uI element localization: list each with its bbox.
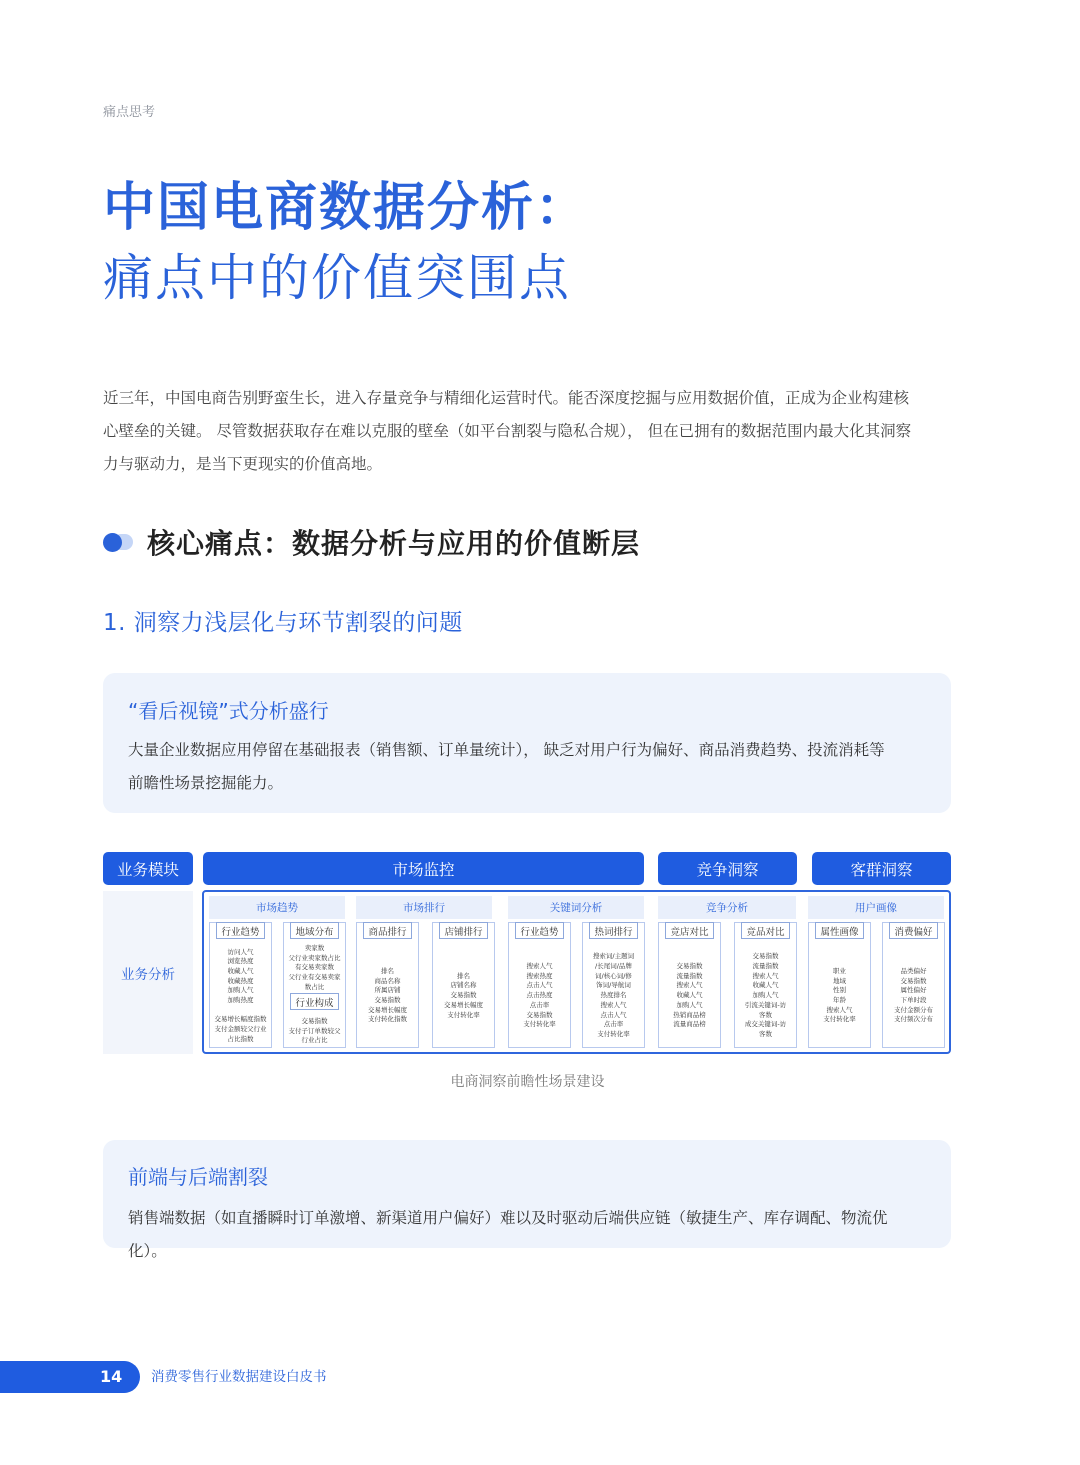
cell-tab: 竞店对比 xyxy=(665,922,714,939)
cell-item: 引流关键词-访 xyxy=(744,1000,787,1009)
cell-item: 地域 xyxy=(833,976,846,985)
cell-item: 支付金额分布 xyxy=(894,1005,933,1014)
cell-item: 支付子订单数较父 xyxy=(288,1026,341,1035)
cell-item: 交易指数 xyxy=(374,996,401,1004)
cell-item: 加购人气 xyxy=(676,1000,703,1009)
cell-item: 点击率 xyxy=(603,1020,624,1029)
cell-items xyxy=(883,967,944,1025)
cell-tab: 消费偏好 xyxy=(889,922,938,939)
cell-item: 占比指数 xyxy=(227,1034,254,1043)
title-line-2: 痛点中的价值突围点 xyxy=(103,249,571,307)
cell-item: 卖家数 xyxy=(304,944,325,952)
group-header: 关键词分析 xyxy=(508,896,644,919)
cell-tab: 地域分布 xyxy=(290,922,339,939)
analysis-cell xyxy=(582,922,645,1048)
cell-item: 词/核心词/修 xyxy=(595,971,632,980)
cell-item: 排名 xyxy=(457,971,470,980)
cell-item: 热销商品榜 xyxy=(673,1010,706,1019)
callout-title: “看后视镜”式分析盛行 xyxy=(128,699,329,723)
cell-tab: 行业趋势 xyxy=(216,922,265,939)
cell-item xyxy=(210,1006,271,1016)
diagram-caption: 电商洞察前瞻性场景建设 xyxy=(450,1074,605,1090)
cell-items xyxy=(210,948,271,1045)
cell-item: 属性偏好 xyxy=(900,986,927,995)
analysis-cell xyxy=(882,922,945,1048)
cell-item: 点击率 xyxy=(529,1000,550,1009)
callout-body xyxy=(128,734,926,800)
cell-item: 有交易卖家数 xyxy=(295,963,334,972)
cell-item: 排名 xyxy=(381,966,394,975)
cell-item: 热度排名 xyxy=(600,991,627,1000)
cell-item: 支付转化率 xyxy=(447,1010,480,1019)
group-header: 用户画像 xyxy=(808,896,944,919)
section-heading xyxy=(103,522,640,562)
callout-card xyxy=(103,673,951,813)
callout-line: 大量企业数据应用停留在基础报表（销售额、订单量统计）， 缺乏对用户行为偏好、商品消费趋势、投流消耗等 xyxy=(128,741,885,759)
cell-items xyxy=(433,972,494,1021)
cell-items xyxy=(284,1017,345,1046)
cell-item: 饰词/导航词 xyxy=(596,981,631,990)
cell-items xyxy=(809,967,870,1025)
cell-item: 流量指数 xyxy=(752,962,779,971)
cell-tab: 商品排行 xyxy=(363,922,412,939)
cell-items xyxy=(659,962,720,1030)
cell-item: 交易指数 xyxy=(900,976,927,985)
group-header: 市场趋势 xyxy=(209,896,345,919)
group-header: 竞争分析 xyxy=(658,896,796,919)
cell-item: 点击人气 xyxy=(600,1010,627,1019)
cell-item: 性别 xyxy=(833,986,846,995)
cell-item: 搜索词/主题词 xyxy=(592,952,635,961)
page-title xyxy=(103,176,589,312)
cell-item: 搜索热度 xyxy=(526,971,553,980)
cell-item: 支付频次分布 xyxy=(894,1015,933,1024)
cell-item: 父行业有交易卖家 xyxy=(288,973,341,982)
cell-item: 支付金额较父行业 xyxy=(214,1025,267,1034)
cell-item: 流量指数 xyxy=(676,971,703,980)
cell-item: 支付转化指数 xyxy=(368,1015,407,1024)
analysis-cell xyxy=(356,922,419,1048)
callout-card xyxy=(103,1140,951,1260)
cell-tab: 店铺排行 xyxy=(439,922,488,939)
cell-item: 支付转化率 xyxy=(823,1015,856,1024)
cell-items xyxy=(509,962,570,1030)
title-line-1: 中国电商数据分析： xyxy=(103,178,590,238)
cell-item: 收藏热度 xyxy=(227,976,254,985)
cell-item: 搜索人气 xyxy=(752,971,779,980)
cell-item: 交易指数 xyxy=(676,962,703,971)
module-header-market: 市场监控 xyxy=(203,852,644,885)
analysis-cell xyxy=(658,922,721,1048)
cell-item: 交易增长幅度 xyxy=(368,1005,407,1014)
cell-item: 加购热度 xyxy=(227,996,254,1005)
analysis-cell xyxy=(432,922,495,1048)
callout-title: 前端与后端割裂 xyxy=(128,1165,268,1189)
cell-item: 支付转化率 xyxy=(597,1029,630,1038)
cell-item: 交易增长幅度 xyxy=(444,1000,483,1009)
cell-items xyxy=(284,944,345,993)
group-header: 市场排行 xyxy=(356,896,492,919)
cell-item: 交易指数 xyxy=(450,991,477,1000)
intro-paragraph xyxy=(103,382,958,481)
cell-items xyxy=(583,952,644,1039)
cell-item: 收藏人气 xyxy=(227,966,254,975)
cell-item: 加购人气 xyxy=(227,986,254,995)
cell-item: 点击热度 xyxy=(526,991,553,1000)
cell-item: 年龄 xyxy=(833,996,846,1004)
cell-item: 流量商品榜 xyxy=(673,1020,706,1029)
cell-item: 搜索人气 xyxy=(600,1000,627,1009)
cell-item: 收藏人气 xyxy=(676,991,703,1000)
module-header-customer: 客群洞察 xyxy=(812,852,951,885)
cell-item: 搜索人气 xyxy=(826,1005,853,1014)
cell-tab: 行业趋势 xyxy=(515,922,564,939)
bullet-dot-icon xyxy=(103,531,137,553)
cell-item: 所属店铺 xyxy=(374,986,401,995)
section-label: 痛点思考 xyxy=(103,105,156,120)
intro-line: 力与驱动力，是当下更现实的价值高地。 xyxy=(103,455,383,473)
cell-item: 数占比 xyxy=(304,982,325,991)
cell-item: 交易指数 xyxy=(752,952,779,961)
subheading: 1. 洞察力浅层化与环节割裂的问题 xyxy=(103,610,463,636)
cell-item: 访问人气 xyxy=(227,947,254,956)
cell-item: 浏览热度 xyxy=(227,957,254,966)
cell-tab: 热词排行 xyxy=(589,922,638,939)
scene-diagram xyxy=(103,852,951,1090)
section-heading-text: 核心痛点：数据分析与应用的价值断层 xyxy=(147,527,641,560)
cell-item: 商品名称 xyxy=(374,976,401,985)
cell-item: 客数 xyxy=(759,1029,772,1038)
analysis-cell xyxy=(808,922,871,1048)
intro-line: 近三年，中国电商告别野蛮生长，进入存量竞争与精细化运营时代。能否深度挖掘与应用数据价值，正成为企业构建核 xyxy=(103,389,910,407)
analysis-cell xyxy=(283,922,346,1048)
analysis-cell xyxy=(209,922,272,1048)
cell-item: /长尾词/品牌 xyxy=(595,962,632,971)
callout-body: 销售端数据（如直播瞬时订单激增、新渠道用户偏好）难以及时驱动后端供应链（敏捷生产、库存调配、物流优化）。 xyxy=(128,1209,888,1260)
cell-item: 支付转化率 xyxy=(523,1020,556,1029)
cell-item: 搜索人气 xyxy=(526,962,553,971)
cell-tab: 行业构成 xyxy=(290,993,339,1010)
cell-item: 交易指数 xyxy=(526,1010,553,1019)
cell-item: 收藏人气 xyxy=(752,981,779,990)
cell-items xyxy=(357,967,418,1025)
cell-item: 店铺名称 xyxy=(450,981,477,990)
cell-tab: 竞品对比 xyxy=(741,922,790,939)
cell-item: 客数 xyxy=(759,1010,772,1019)
cell-item: 父行业卖家数占比 xyxy=(288,953,341,962)
callout-line: 前瞻性场景挖掘能力。 xyxy=(128,774,284,792)
cell-item: 品类偏好 xyxy=(900,966,927,975)
module-row-label: 业务模块 xyxy=(103,852,193,885)
cell-item: 行业占比 xyxy=(301,1036,328,1045)
cell-items xyxy=(735,952,796,1039)
module-header-competition: 竞争洞察 xyxy=(658,852,797,885)
intro-line: 心壁垒的关键。 尽管数据获取存在难以克服的壁垒（如平台割裂与隐私合规）， 但在已拥有的数据范围内最大化其洞察 xyxy=(103,422,912,440)
cell-item: 下单时段 xyxy=(900,996,927,1004)
cell-item: 交易增长幅度指数 xyxy=(214,1015,267,1024)
cell-item: 交易指数 xyxy=(301,1017,328,1025)
cell-item: 点击人气 xyxy=(526,981,553,990)
analysis-row-label: 业务分析 xyxy=(103,891,193,1054)
footer-doc-title: 消费零售行业数据建设白皮书 xyxy=(151,1369,327,1385)
cell-item: 搜索人气 xyxy=(676,981,703,990)
page-number: 14 xyxy=(100,1367,123,1386)
cell-item: 成交关键词-访 xyxy=(744,1020,787,1029)
analysis-cell xyxy=(508,922,571,1048)
analysis-cell xyxy=(734,922,797,1048)
cell-item: 加购人气 xyxy=(752,991,779,1000)
cell-item: 职业 xyxy=(833,966,846,975)
cell-tab: 属性画像 xyxy=(815,922,864,939)
